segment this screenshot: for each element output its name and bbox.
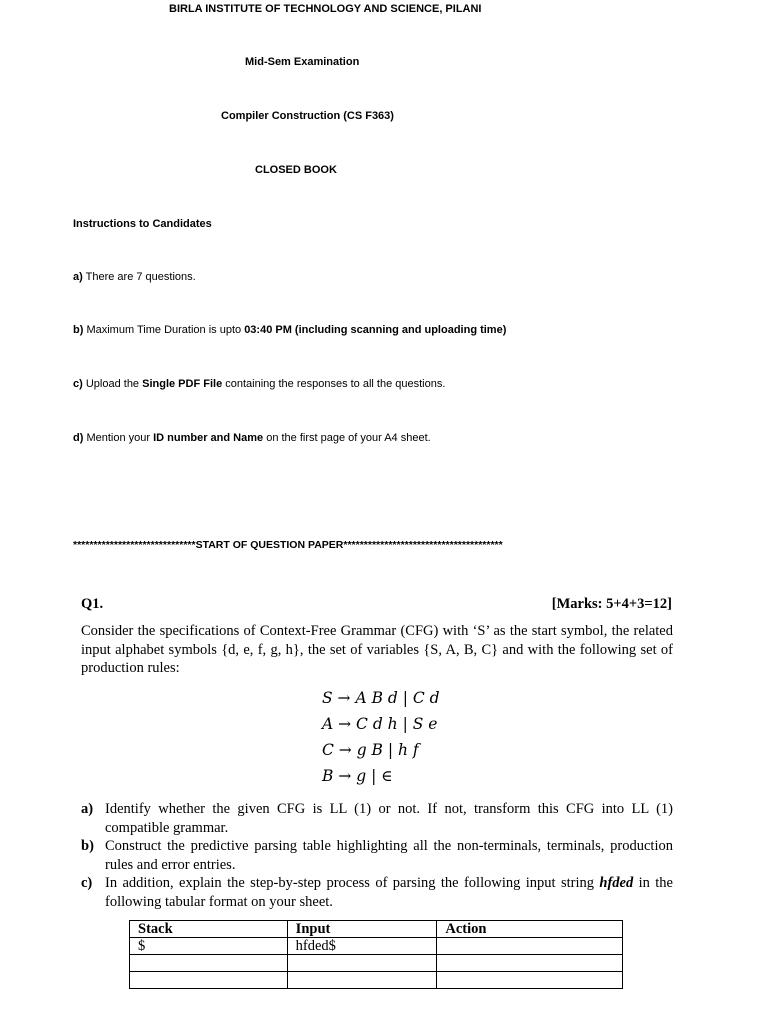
table-cell <box>437 972 623 989</box>
question-marks: [Marks: 5+4+3=12] <box>551 596 672 612</box>
table-cell: hfded$ <box>287 938 437 955</box>
production-rule: A → C d h | S e <box>322 715 438 733</box>
instruction-d: d) Mention your ID number and Name on the first page of your A4 sheet. <box>73 432 431 444</box>
table-cell <box>287 955 437 972</box>
column-header: Input <box>287 921 437 938</box>
course-title: Compiler Construction (CS F363) <box>221 110 394 122</box>
parsing-trace-table <box>129 920 623 989</box>
institute-name: BIRLA INSTITUTE OF TECHNOLOGY AND SCIENCE, PILANI <box>169 3 482 15</box>
column-header: Action <box>437 921 623 938</box>
input-string: hfded <box>599 875 634 891</box>
table-cell: $ <box>130 938 288 955</box>
instructions-title: Instructions to Candidates <box>73 218 212 230</box>
question-paper-separator: ******************************START OF QUESTION PAPER*************************************** <box>73 539 503 551</box>
instruction-a: a) There are 7 questions. <box>73 271 196 283</box>
question-intro: Consider the specifications of Context-Free Grammar (CFG) with ‘S’ as the start symbol, the related input alphabet symbols {d, e, f, g, h}, the set of variables {S, A, B, C} and with the following set of production rules: <box>81 623 673 676</box>
production-rule: C → g B | h f <box>322 741 419 759</box>
table-cell <box>130 955 288 972</box>
table-row <box>130 955 623 972</box>
production-rule: S → A B d | C d <box>322 689 440 707</box>
table-row <box>130 938 623 955</box>
instruction-b: b) Maximum Time Duration is upto 03:40 PM (including scanning and uploading time) <box>73 324 507 336</box>
table-cell <box>287 972 437 989</box>
column-header: Stack <box>130 921 288 938</box>
table-cell <box>130 972 288 989</box>
production-rule: B → g | ∈ <box>322 767 393 785</box>
table-cell <box>437 938 623 955</box>
table-row <box>130 972 623 989</box>
exam-mode: CLOSED BOOK <box>255 164 337 176</box>
question-number: Q1. <box>81 596 104 612</box>
exam-title: Mid-Sem Examination <box>245 56 360 68</box>
instruction-c: c) Upload the Single PDF File containing the responses to all the questions. <box>73 378 446 390</box>
table-cell <box>437 955 623 972</box>
table-header-row <box>130 921 623 938</box>
